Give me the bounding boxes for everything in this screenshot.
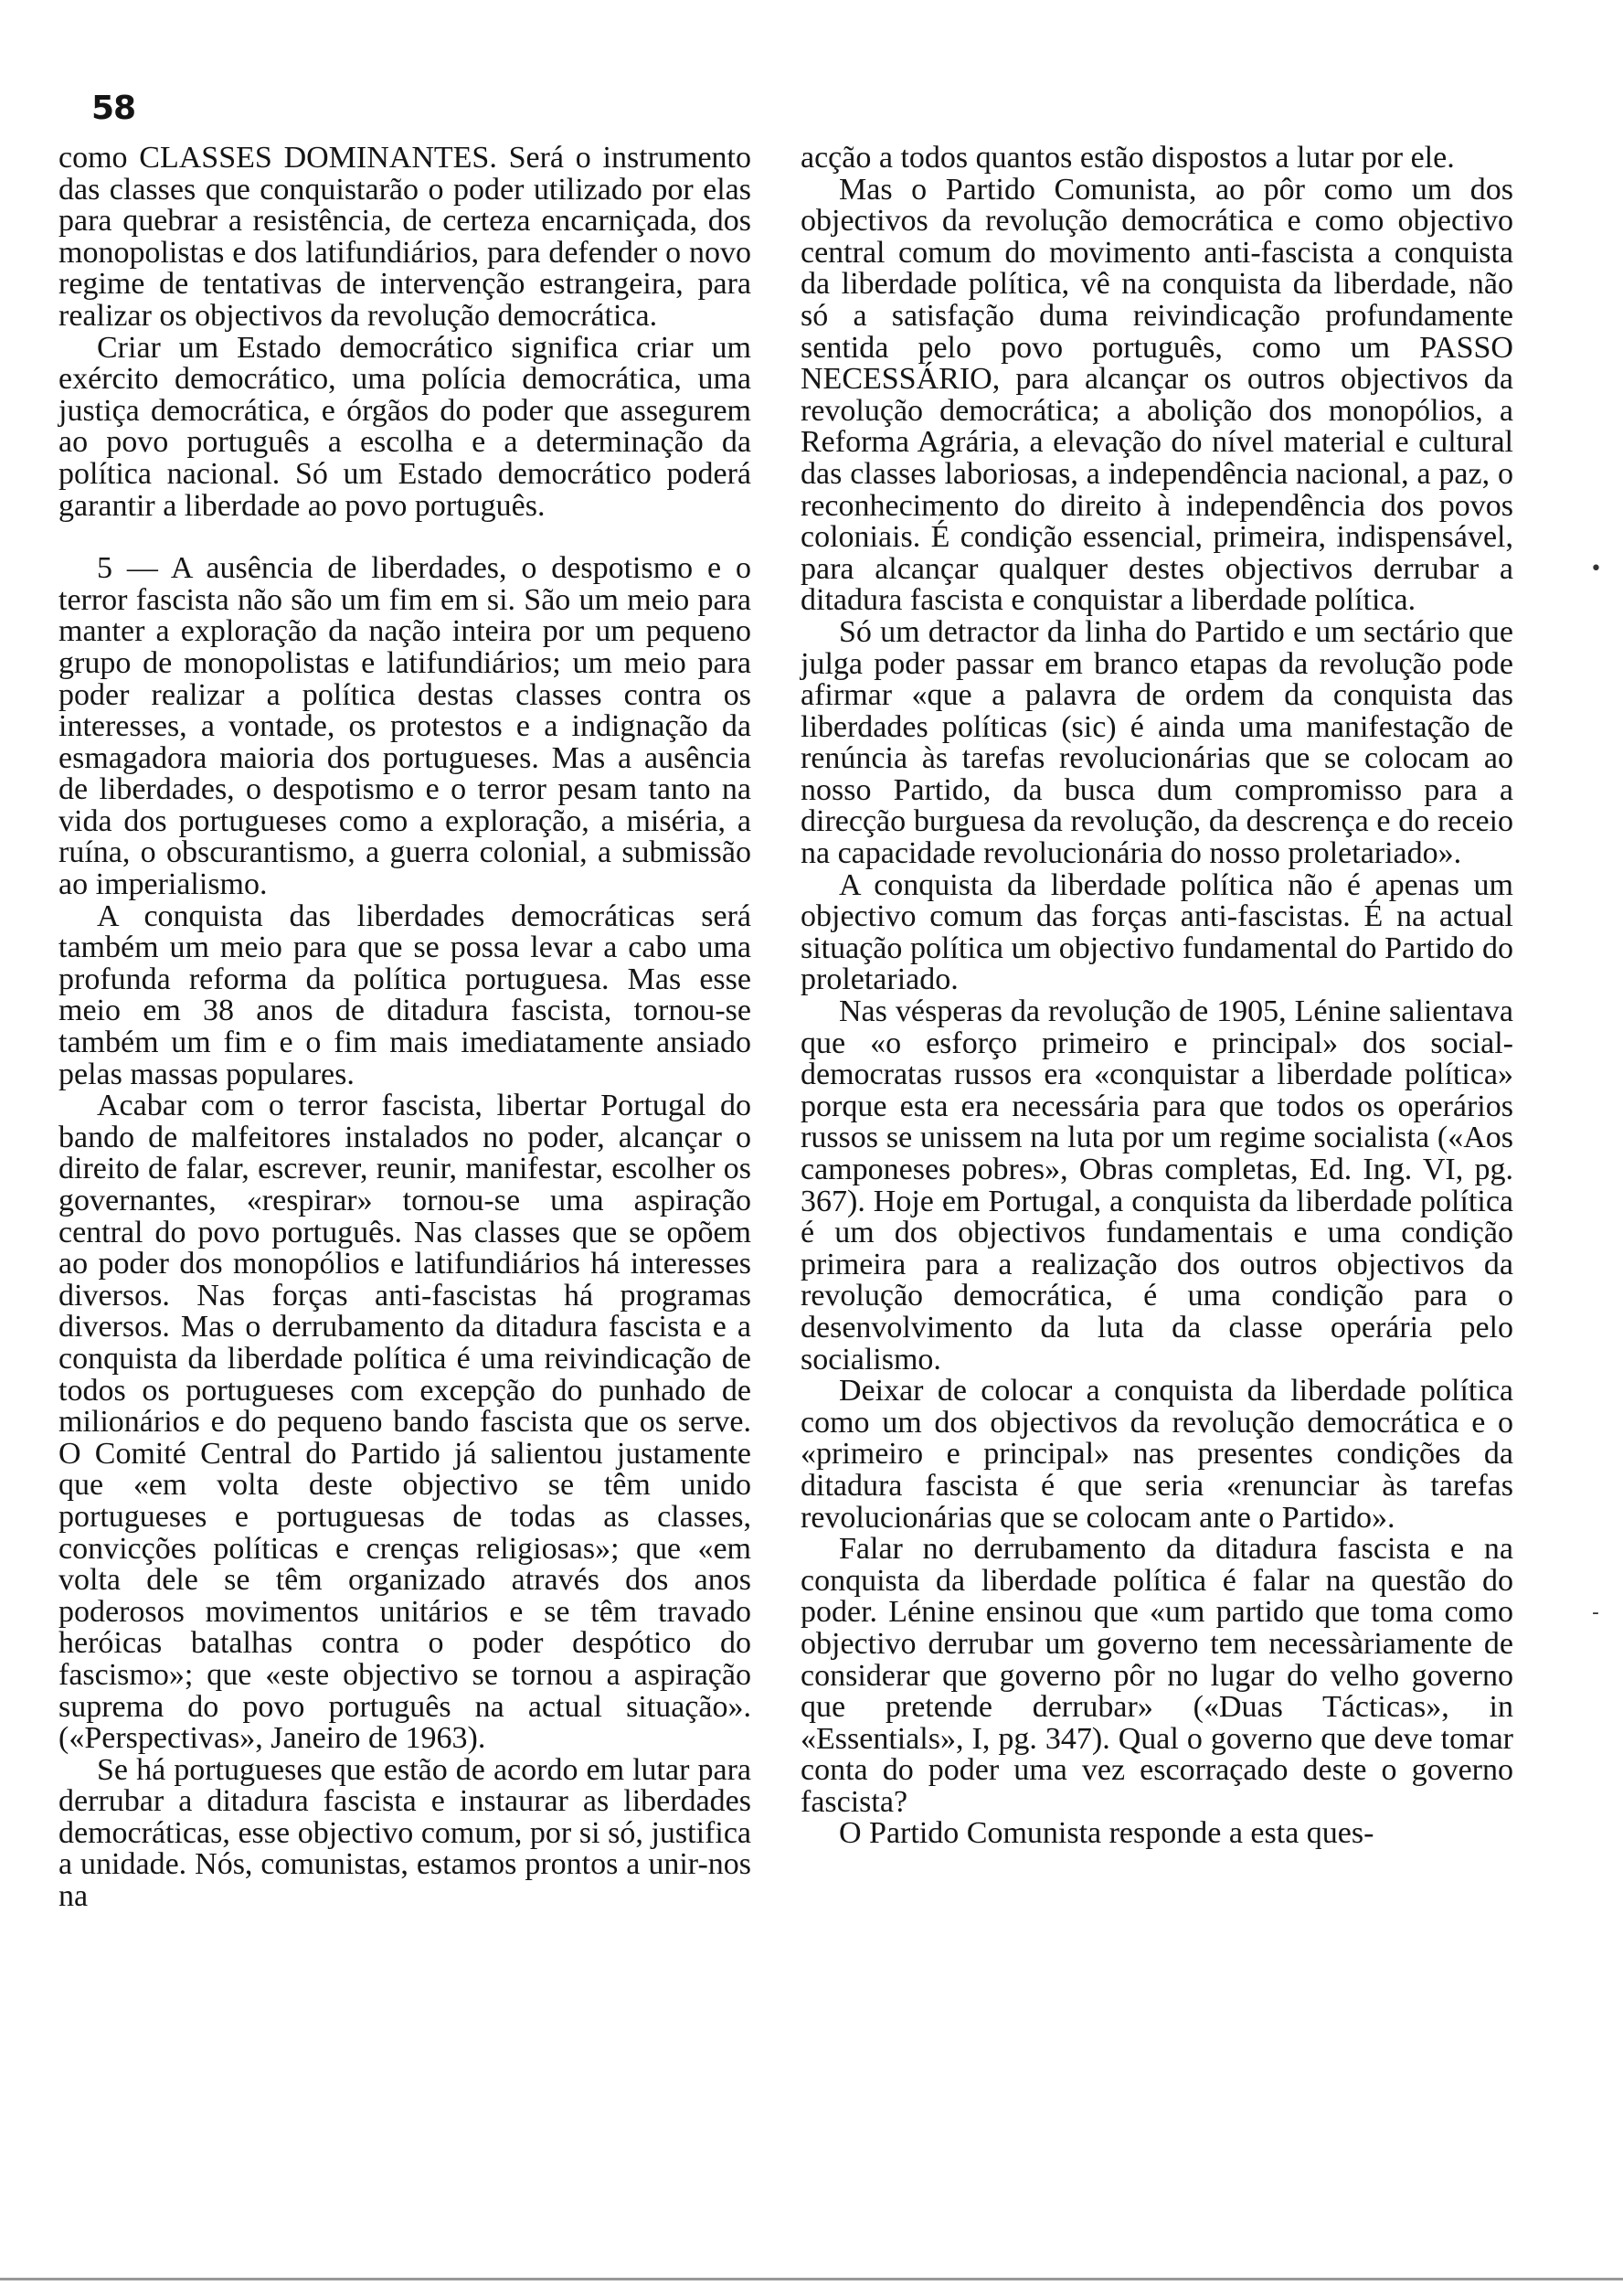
paragraph: Só um detractor da linha do Partido e um sectário que julga poder passar em branco etapas da revolução pode afirmar «que a palavra de ordem da conquista das liberdades políticas (sic) é ainda uma manifestação de renúncia às tarefas revolucionárias que se colocam ao nosso Partido, da busca dum compromisso para a direcção burguesa da revolução, da descrença e do receio na capacidade revolucionária do nosso proletariado». [801, 614, 1513, 871]
paragraph: Acabar com o terror fascista, libertar Portugal do bando de malfeitores instalados no poder, alcançar o direito de falar, escrever, reunir, manifestar, escolher os governantes, «respirar» tornou-se uma aspiração central do povo português. Nas classes que se opõem ao poder dos monopólios e latifundiários há interesses diversos. Nas forças anti-fascistas há programas diversos. Mas o derrubamento da ditadura fascista e a conquista da liberdade política é uma reivindicação de todos os portugueses com excepção do punhado de milionários e do pequeno bando fascista que os serve. O Comité Central do Partido já salientou justamente que «em volta deste objectivo se têm unido portugueses e portuguesas de todas as classes, convicções políticas e crenças religiosas»; que «em volta dele se têm organizado através dos anos poderosos movimentos unitários e se têm travado heróicas batalhas contra o poder despótico do fascismo»; que «este objectivo se tornou a aspiração suprema do povo português na actual situação». («Perspectivas», Janeiro de 1963). [58, 1089, 751, 1756]
paragraph: Deixar de colocar a conquista da liberdade política como um dos objectivos da revolução democrática e o «primeiro e principal» nas presentes condições da ditadura fascista é que seria «renunciar às tarefas revolucionárias que se colocam ante o Partido». [801, 1374, 1513, 1535]
paragraph: Mas o Partido Comunista, ao pôr como um dos objectivos da revolução democrática e como objectivo central comum do movimento anti-fascista a conquista da liberdade política, vê na conquista da liberdade, não só a satisfação duma reivindicação profundamente sentida pelo povo português, como um PASSO NECESSÁRIO, para alcançar os outros objectivos da revolução democrática; a abolição dos monopólios, a Reforma Agrária, a elevação do nível material e cultural das classes laboriosas, a independência nacional, a paz, o reconhecimento do direito à independência dos povos coloniais. É condição essencial, primeira, indispensável, para alcançar qualquer destes objectivos derrubar a ditadura fascista e conquistar a liberdade política. [801, 172, 1513, 618]
paragraph: Nas vésperas da revolução de 1905, Lénine salientava que «o esforço primeiro e principal» dos social-democratas russos era «conquistar a liberdade política» porque esta era necessária para que todos os operários russos se unissem na luta por um regime socialista («Aos camponeses pobres», Obras completas, Ed. Ing. VI, pg. 367). Hoje em Portugal, a conquista da liberdade política é um dos objectivos fundamentais e uma condição primeira para a realização dos outros objectivos da revolução democrática, é uma condição para o desenvolvimento da luta da classe operária pelo socialismo. [801, 994, 1513, 1377]
right-column [801, 143, 1513, 1850]
left-column [58, 143, 751, 1913]
page-number: 58 [91, 90, 136, 127]
scan-speck: - [1592, 1601, 1599, 1624]
scan-bottom-rule [0, 2278, 1623, 2280]
paragraph: Falar no derrubamento da ditadura fascista e na conquista da liberdade política é falar na questão do poder. Lénine ensinou que «um partido que toma como objectivo derrubar um governo tem necessàriamente de considerar que governo pôr no lugar do velho governo que pretende derrubar» («Duas Tácticas», in «Essentials», I, pg. 347). Qual o governo que deve tomar conta do poder uma vez escorraçado deste o governo fascista? [801, 1532, 1513, 1819]
paragraph: acção a todos quantos estão dispostos a lutar por ele. [801, 141, 1455, 175]
paragraph: Criar um Estado democrático significa criar um exército democrático, uma polícia democrática, uma justiça democrática, e órgãos do poder que assegurem ao povo português a escolha e a determinação da política nacional. Só um Estado democrático poderá garantir a liberdade ao povo português. [58, 330, 751, 523]
paragraph: O Partido Comunista responde a esta ques- [839, 1816, 1374, 1851]
paragraph: 5 — A ausência de liberdades, o despotismo e o terror fascista não são um fim em si. São um meio para manter a exploração da nação inteira por um pequeno grupo de monopolistas e latifundiários; um meio para poder realizar a política destas classes contra os interesses, a vontade, os protestos e a indignação da esmagadora maioria dos portugueses. Mas a ausência de liberdades, o despotismo e o terror pesam tanto na vida dos portugueses como a exploração, a miséria, a ruína, o obscurantismo, a guerra colonial, a submissão ao imperialismo. [58, 551, 751, 902]
scan-speck: • [1590, 558, 1602, 580]
paragraph: A conquista das liberdades democráticas será também um meio para que se possa levar a cabo uma profunda reforma da política portuguesa. Mas esse meio em 38 anos de ditadura fascista, tornou-se também um fim e o fim mais imediatamente ansiado pelas massas populares. [58, 898, 751, 1091]
paragraph: como CLASSES DOMINANTES. Será o instrumento das classes que conquistarão o poder utilizado por elas para quebrar a resistência, de certeza encarniçada, dos monopolistas e dos latifundiários, para defender o novo regime de tentativas de intervenção estrangeira, para realizar os objectivos da revolução democrática. [58, 141, 751, 333]
paragraph: A conquista da liberdade política não é apenas um objectivo comum das forças anti-fascistas. É na actual situação política um objectivo fundamental do Partido do proletariado. [801, 867, 1513, 997]
paragraph: Se há portugueses que estão de acordo em lutar para derrubar a ditadura fascista e instaurar as liberdades democráticas, esse objectivo comum, por si só, justifica a unidade. Nós, comunistas, estamos prontos a unir-nos na [58, 1752, 751, 1914]
